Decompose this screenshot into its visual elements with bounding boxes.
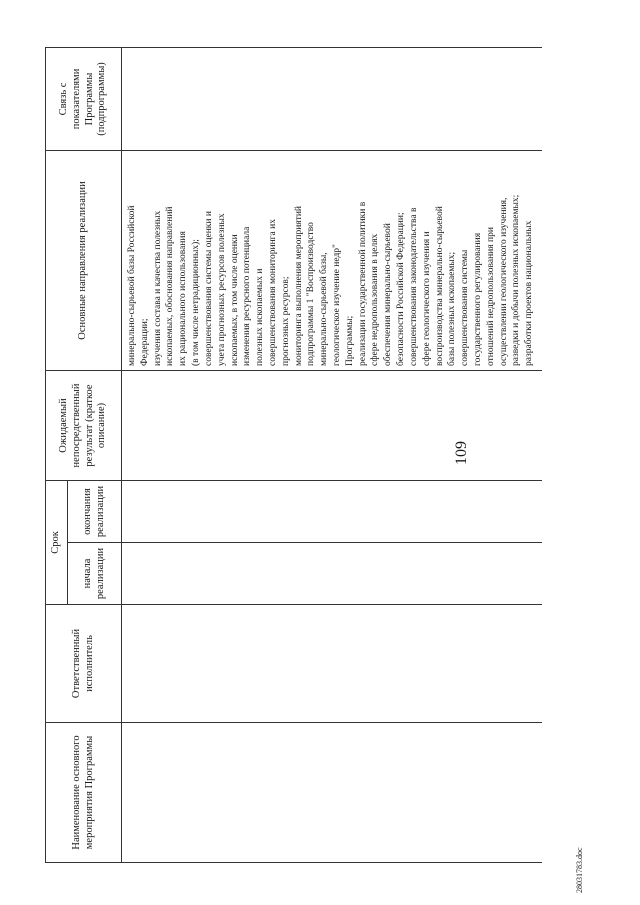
directions-line: учета прогнозных ресурсов полезных — [216, 213, 227, 366]
directions-line: ископаемых, обоснования направлений — [165, 206, 176, 366]
cell-indicators-link — [122, 47, 542, 150]
directions-line: обеспечения минерально-сырьевой — [383, 223, 394, 366]
document-code: 28031783.doc — [575, 847, 584, 893]
directions-line: осуществлении геологического изучения, — [498, 197, 509, 366]
header-expected-result: Ожидаемый непосредственный результат (краткое описание) — [46, 370, 122, 480]
directions-line: совершенствования мониторинга их — [267, 219, 278, 366]
cell-main-directions — [122, 150, 542, 370]
header-term: Срок — [46, 480, 68, 604]
directions-line: разработки проектов национальных — [524, 220, 535, 366]
header-main-directions: Основные направления реализации — [46, 150, 122, 370]
page-number: 109 — [453, 441, 470, 465]
directions-line: сфере геологического изучения и — [421, 231, 432, 366]
cell-term-end — [122, 480, 542, 542]
directions-line: государственного регулирования — [472, 232, 483, 366]
directions-line: подпрограммы 1 "Воспроизводство — [306, 222, 317, 366]
directions-line: реализации государственной политики в — [357, 201, 368, 366]
directions-line: минерально-сырьевой базы, — [319, 252, 330, 366]
cell-responsible — [122, 605, 542, 723]
directions-line: минерально-сырьевой базы Российской — [127, 205, 137, 366]
directions-line: ископаемых, в том числе оценки — [229, 234, 240, 366]
directions-line: Программы; — [344, 315, 355, 366]
header-term-end: окончания реализации — [68, 480, 122, 542]
directions-line: воспроизводства минерально-сырьевой — [434, 206, 445, 366]
directions-line: совершенствования системы — [460, 249, 471, 366]
cell-term-start — [122, 543, 542, 605]
directions-line: (в том числе нетрадиционных); — [191, 239, 202, 366]
directions-line: совершенствования законодательства в — [408, 207, 419, 366]
directions-line: геологическое изучение недр" — [332, 244, 342, 366]
cell-event-name — [122, 723, 542, 863]
directions-line: прогнозных ресурсов; — [280, 276, 291, 366]
cell-expected-result — [122, 370, 542, 480]
header-term-start: начала реализации — [68, 543, 122, 605]
header-responsible: Ответственный исполнитель — [46, 605, 122, 723]
directions-line: их рационального использования — [178, 231, 189, 366]
directions-line: разведки и добычи полезных ископаемых; — [511, 194, 522, 366]
directions-line: мониторинга выполнения мероприятий — [293, 206, 304, 366]
directions-line: Федерации; — [139, 318, 150, 366]
directions-line: совершенствования системы оценки и — [203, 211, 214, 366]
directions-line: изменения ресурсного потенциала — [242, 226, 253, 366]
directions-line: изучения состава и качества полезных — [152, 210, 163, 366]
directions-line: базы полезных ископаемых; — [447, 251, 458, 366]
directions-line: полезных ископаемых и — [255, 268, 266, 366]
header-event-name: Наименование основного мероприятия Программы — [46, 723, 122, 863]
header-indicators-link: Связь с показателями Программы (подпрограммы) — [46, 47, 122, 150]
directions-line: сфере недропользования в целях — [370, 233, 381, 366]
directions-line: безопасности Российской Федерации; — [396, 212, 407, 366]
rotated-content — [45, 43, 595, 893]
directions-line: отношений недропользования при — [485, 227, 496, 366]
